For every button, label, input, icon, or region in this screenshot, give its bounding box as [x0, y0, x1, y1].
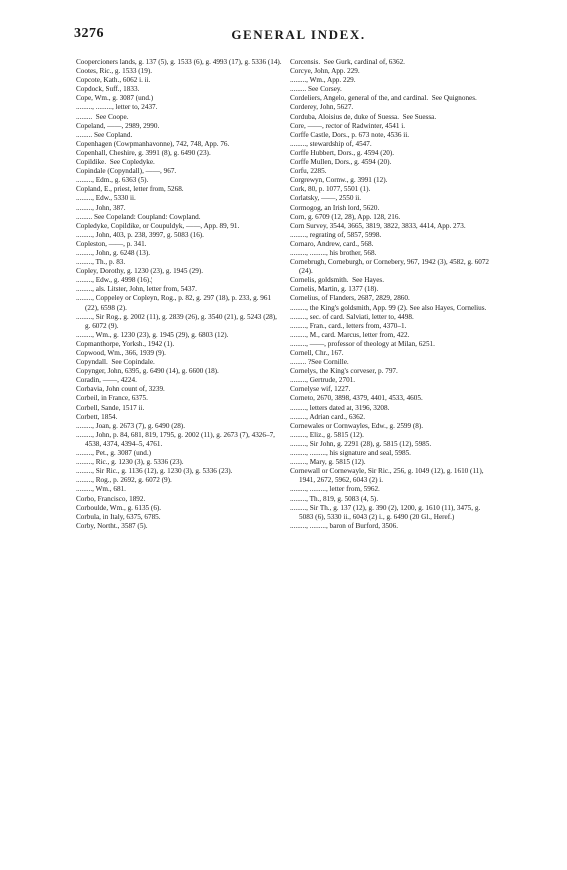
index-entry: Cornelys, the King's corveser, p. 797.: [290, 367, 398, 376]
index-entry: Copwood, Wm., 366, 1939 (9).: [76, 349, 166, 357]
index-entry: Cope, Wm., g. 3087 (und.): [76, 94, 154, 103]
index-entry: ........., Edw., 5330 ii.: [76, 194, 136, 203]
index-entry: ......... See Copeland: Coupland: Cowpland.: [76, 212, 201, 221]
index-entry: Copdock, Suff., 1833.: [76, 85, 140, 94]
index-entry: Cornelius, of Flanders, 2687, 2829, 2860.: [290, 294, 410, 303]
index-entry: Copenhagen (Cowpmanhavonne), 742, 748, App. 76.: [76, 139, 230, 148]
index-entry: ........., Fran., card., letters from, 4370–1.: [290, 321, 407, 330]
index-entry: ........., sec. of card. Salviati, letter to, 4498.: [290, 312, 414, 321]
index-entry: Corcensis. See Gurk, cardinal of, 6362.: [290, 58, 405, 66]
index-entry: ......... See Copland.: [76, 130, 133, 139]
index-entry: ........., als. Litster, John, letter from, 5437.: [76, 285, 197, 294]
index-entry: Corbeil, in France, 6375.: [76, 394, 148, 403]
index-entry: ........., ........., letter from, 5962.: [290, 485, 380, 494]
index-entry: ........., John, g. 6248 (13).: [76, 248, 151, 257]
index-entry: Cornebrugh, Corneburgh, or Cornebery, 967, 1942 (3), 4582, g. 6072 (24).: [290, 258, 491, 276]
index-entry: Copeland, ——, 2989, 2990.: [76, 121, 160, 130]
index-entry: Copcote, Kath., 6062 i. ii.: [76, 76, 151, 85]
index-entry: Cork, 80, p. 1077, 5501 (1).: [290, 185, 371, 194]
index-entry: Cornelis, goldsmith. See Hayes.: [290, 276, 385, 285]
index-entry: ........., John, 387.: [76, 203, 126, 212]
index-entry: ........., Mary, g. 5815 (12).: [290, 458, 366, 467]
index-entry: ........., ........., letter to, 2437.: [76, 103, 158, 112]
index-entry: Copyndall. See Copindale.: [76, 358, 155, 367]
index-entry: ........., ——, professor of theology at Milan, 6251.: [290, 339, 435, 348]
index-entry: ........., Rog., p. 2692, g. 6072 (9).: [76, 476, 172, 485]
index-entry: Cornewales or Cornwayles, Edw., g. 2599 (8).: [290, 421, 424, 430]
index-entry: Corbavia, John count of, 3239.: [76, 385, 165, 394]
page-number: 3276: [74, 26, 104, 41]
index-entry: Corduba, Aloisius de, duke of Suessa. See Suessa.: [290, 112, 437, 121]
index-entry: ........., Coppeley or Copleyn, Rog., p. 82, g. 297 (18), p. 233, g. 961 (22), 6598 (2).: [76, 294, 273, 312]
index-entry: Corbell, Sande, 1517 ii.: [76, 403, 145, 412]
index-entry: Copledyke, Copildike, or Coupuldyk, ——, App. 89, 91.: [76, 221, 240, 230]
index-entry: Corcye, John, App. 229.: [290, 67, 360, 76]
index-entry: Copleston, ——, p. 341.: [76, 239, 147, 248]
index-entry: Cornelis, Martin, g. 1377 (18).: [290, 285, 379, 294]
running-head: GENERAL INDEX.: [231, 27, 366, 42]
index-entry: Cornell, Chr., 167.: [290, 349, 344, 357]
index-entry: Corffe Hubbert, Dors., g. 4594 (20).: [290, 148, 395, 157]
index-entry: Copley, Dorothy, g. 1230 (23), g. 1945 (29).: [76, 267, 204, 276]
index-entry: Copindale (Copyndall), ——, 967.: [76, 167, 177, 176]
index-entry: Cornelyse wif, 1227.: [290, 385, 351, 394]
index-entry: ........., Sir Rog., g. 2002 (11), g. 2839 (26), g. 3540 (21), g. 5243 (28), g. 6072 (9).: [76, 312, 279, 330]
index-entry: Cornewall or Cornewayle, Sir Ric., 256, g. 1049 (12), g. 1610 (11), 1941, 2672, 5962, 6043 (2) i.: [290, 467, 486, 485]
index-entry: ........., regrating of, 5857, 5998.: [290, 230, 382, 239]
index-entry: ......... See Corsey.: [290, 85, 342, 94]
index-entry: Corbula, in Italy, 6375, 6785.: [76, 512, 161, 521]
index-entry: ........., Wm., g. 1230 (23), g. 1945 (29), g. 6803 (12).: [76, 330, 229, 339]
index-entry: ........., Th., p. 83.: [76, 258, 126, 267]
index-entry: Corbett, 1854.: [76, 412, 118, 421]
index-entry: ........., Edm., g. 6363 (5).: [76, 176, 149, 185]
index-entry: Copildike. See Copledyke.: [76, 158, 155, 167]
index-entry: ........., Gertrude, 2701.: [290, 376, 356, 385]
index-entry: ........., Wm., App. 229.: [290, 76, 356, 85]
page-header: [74, 26, 523, 44]
index-entry: Corfu, 2285.: [290, 167, 327, 176]
index-entry: ........., ........., baron of Burford, 3506.: [290, 521, 398, 530]
index-entry: Copland, E., priest, letter from, 5268.: [76, 185, 184, 194]
index-entry: Cormogog, an Irish lord, 5620.: [290, 203, 380, 212]
index-entry: ........., M., card. Marcus, letter from, 422.: [290, 330, 410, 339]
index-entry: Cootes, Ric., g. 1533 (19).: [76, 67, 153, 76]
index-entry: ........., Wm., 681.: [76, 485, 126, 494]
index-entry: ........., Joan, g. 2673 (7), g. 6490 (28).: [76, 421, 185, 430]
index-entry: ........., the King's goldsmith, App. 99 (2). See also Hayes, Cornelius.: [290, 303, 487, 312]
index-entry: Corbo, Francisco, 1892.: [76, 494, 146, 503]
index-entry: ........., Edw., g. 4998 (16).¦: [76, 276, 153, 285]
index-entry: ......... ?See Cornille.: [290, 358, 349, 367]
index-entry: Corgrewyn, Cornw., g. 3991 (12).: [290, 176, 388, 185]
index-entry: Cordeliers, Angelo, general of the, and cardinal. See Quignones.: [290, 94, 477, 103]
index-entry: ........., John, 403, p. 238, 3997, g. 5083 (16).: [76, 230, 204, 239]
index-entry: ........., Ric., g. 1230 (3), g. 5336 (23).: [76, 458, 184, 467]
index-entry: ........., ........., his signature and seal, 5985.: [290, 449, 411, 458]
index-entry: Core, ——, rector of Radwinter, 4541 i.: [290, 121, 406, 130]
index-entry: Cornaro, Andrew, card., 568.: [290, 239, 374, 248]
index-entry: Corby, Northt., 3587 (5).: [76, 521, 148, 530]
index-entry: ........., Sir Th., g. 137 (12), g. 390 (2), 1200, g. 1610 (11), 3475, g. 5083 (6), 5330 ii., 6043 (2) i., g. 6490 (20 Gl., Heref.): [290, 503, 483, 521]
index-entry: Corneto, 2670, 3898, 4379, 4401, 4533, 4605.: [290, 394, 423, 403]
index-entry: Copmanthorpe, Yorksh., 1942 (1).: [76, 339, 175, 348]
index-entry: ........., letters dated at, 3196, 3208.: [290, 403, 390, 412]
index-entry: ........., Th., 819, g. 5083 (4, 5).: [290, 494, 379, 503]
index-entry: Corffe Mullen, Dors., g. 4594 (20).: [290, 158, 392, 167]
index-entry: Corffe Castle, Dors., p. 673 note, 4536 ii.: [290, 130, 410, 139]
index-entry: Corlatsky, ——, 2550 ii.: [290, 194, 362, 203]
index-entry: ........., Eliz., g. 5815 (12).: [290, 430, 364, 439]
index-entry: Corboulde, Wm., g. 6135 (6).: [76, 503, 162, 512]
index-entry: Copenhall, Cheshire, g. 3991 (8), g. 6490 (23).: [76, 148, 211, 157]
left-column: [76, 58, 282, 531]
index-entry: ........., Sir Ric., g. 1136 (12), g. 1230 (3), g. 5336 (23).: [76, 467, 233, 476]
index-entry: ......... See Coope.: [76, 112, 129, 121]
index-entry: Coradin, ——, 4224.: [76, 376, 137, 385]
right-column: [290, 58, 496, 531]
index-entry: ........., John, p. 84, 681, 819, 1795, g. 2002 (11), g. 2673 (7), 4326–7, 4538, 4374, 4394–5, 4761.: [76, 430, 277, 448]
index-entry: ........., stewardship of, 4547.: [290, 139, 372, 148]
index-entry: Corderey, John, 5627.: [290, 103, 354, 112]
index-entry: ........., Pet., g. 3087 (und.): [76, 449, 152, 458]
index-entry: Corn, g. 6709 (12, 28), App. 128, 216.: [290, 212, 401, 221]
index-entry: ........., Sir John, g. 2291 (28), g. 5815 (12), 5985.: [290, 439, 432, 448]
index-entry: Copynger, John, 6395, g. 6490 (14), g. 6600 (18).: [76, 367, 219, 376]
index-entry: Corn Survey, 3544, 3665, 3819, 3822, 3833, 4414, App. 273.: [290, 221, 466, 230]
index-entry: Coopercioners lands, g. 137 (5), g. 1533 (6), g. 4993 (17), g. 5336 (14).: [76, 58, 282, 66]
index-entry: ........., Adrian card., 6362.: [290, 412, 366, 421]
index-entry: ........., ........., his brother, 568.: [290, 248, 377, 257]
